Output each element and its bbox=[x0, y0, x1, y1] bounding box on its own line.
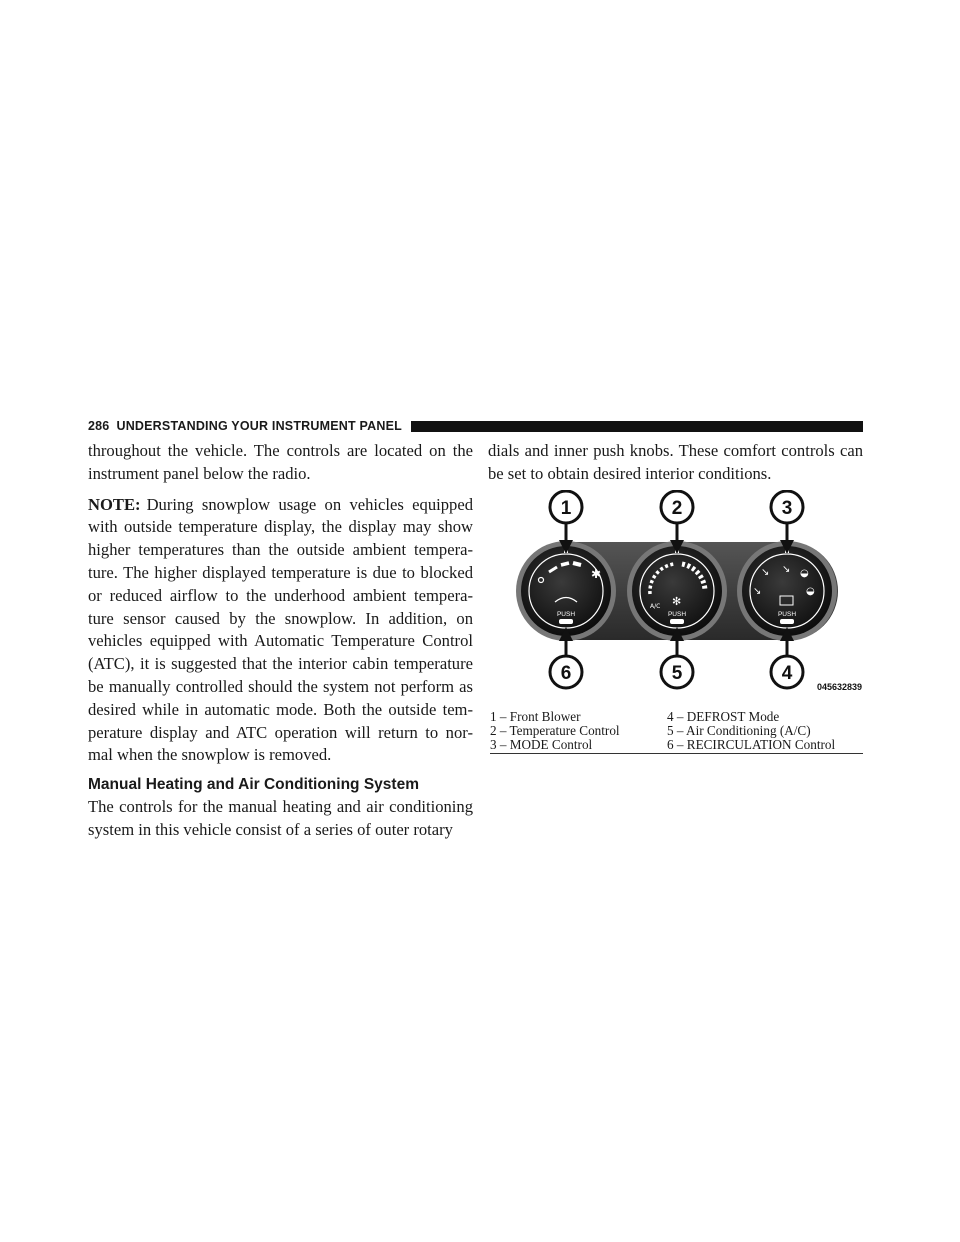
hvac-panel-illustration bbox=[488, 490, 864, 705]
ac-label-icon: A/C bbox=[650, 603, 661, 610]
panel-vent-icon: ↘ bbox=[753, 586, 762, 597]
callout-5-label: 5 bbox=[671, 663, 683, 684]
note-text: During snowplow usage on vehicles equipped with outside temperature display, the display may show higher temperatures than the outside ambient tempera- ture. The higher displayed temperature is due to blocked or reduced airflow to the underhood ambient tempera- ture sensor caused by the snowplow. In addition, on vehicles equipped with Automatic Temperature Control (ATC), it is suggested that the interior cabin temperature be manually controlled should the system not perform as desired while in automatic mode. Both the outside tem- perature display and ATC operation will return to nor- mal when the snowplow is removed. bbox=[88, 494, 473, 765]
callout-6-label: 6 bbox=[560, 663, 572, 684]
mix-icon: ◒ bbox=[800, 568, 809, 579]
continued-paragraph: dials and inner push knobs. These comfort controls can be set to obtain desired interior conditions. bbox=[488, 441, 863, 483]
callout-2-label: 2 bbox=[671, 498, 683, 519]
legend-item: 6 – RECIRCULATION Control bbox=[667, 737, 836, 752]
bilevel-icon: ↘ bbox=[761, 567, 770, 578]
legend-item: 5 – Air Conditioning (A/C) bbox=[667, 723, 811, 738]
hvac-control-figure bbox=[488, 490, 864, 705]
page-number: 286 bbox=[88, 419, 110, 433]
push-label-2: PUSH bbox=[667, 611, 687, 618]
legend-item: 1 – Front Blower bbox=[490, 709, 581, 724]
legend-item: 4 – DEFROST Mode bbox=[667, 709, 780, 724]
callout-3-label: 3 bbox=[781, 498, 793, 519]
controls-paragraph: The controls for the manual heating and air conditioning system in this vehicle consist of a series of outer rotary bbox=[88, 797, 473, 839]
callout-4-label: 4 bbox=[781, 663, 793, 684]
mode-knob bbox=[737, 541, 837, 641]
snowflake-icon: ✻ bbox=[672, 595, 682, 608]
push-label-1: PUSH bbox=[556, 611, 576, 618]
intro-paragraph: throughout the vehicle. The controls are located on the instrument panel below the radio. bbox=[88, 441, 473, 483]
figure-id: 045632839 bbox=[816, 682, 862, 692]
legend-item: 2 – Temperature Control bbox=[490, 723, 620, 738]
push-label-3: PUSH bbox=[777, 611, 797, 618]
front-blower-knob bbox=[516, 541, 616, 641]
defrost-icon: ◒ bbox=[806, 586, 815, 597]
page-header bbox=[88, 419, 863, 433]
header-rule bbox=[411, 421, 863, 432]
left-column bbox=[88, 440, 473, 842]
note-paragraph bbox=[88, 494, 473, 768]
floor-icon: ↘ bbox=[782, 564, 791, 575]
section-heading: Manual Heating and Air Conditioning System bbox=[88, 776, 419, 794]
fan-icon: ✱ bbox=[591, 567, 602, 581]
figure-legend bbox=[490, 710, 863, 754]
callout-1-label: 1 bbox=[560, 498, 572, 519]
ac-indicator bbox=[670, 619, 684, 624]
section-title: UNDERSTANDING YOUR INSTRUMENT PANEL bbox=[116, 419, 402, 433]
note-label: NOTE: bbox=[88, 494, 141, 514]
defrost-indicator bbox=[780, 619, 794, 624]
legend-item: 3 – MODE Control bbox=[490, 737, 593, 752]
recirculation-indicator bbox=[559, 619, 573, 624]
temperature-knob bbox=[627, 541, 727, 641]
right-column bbox=[488, 440, 863, 486]
